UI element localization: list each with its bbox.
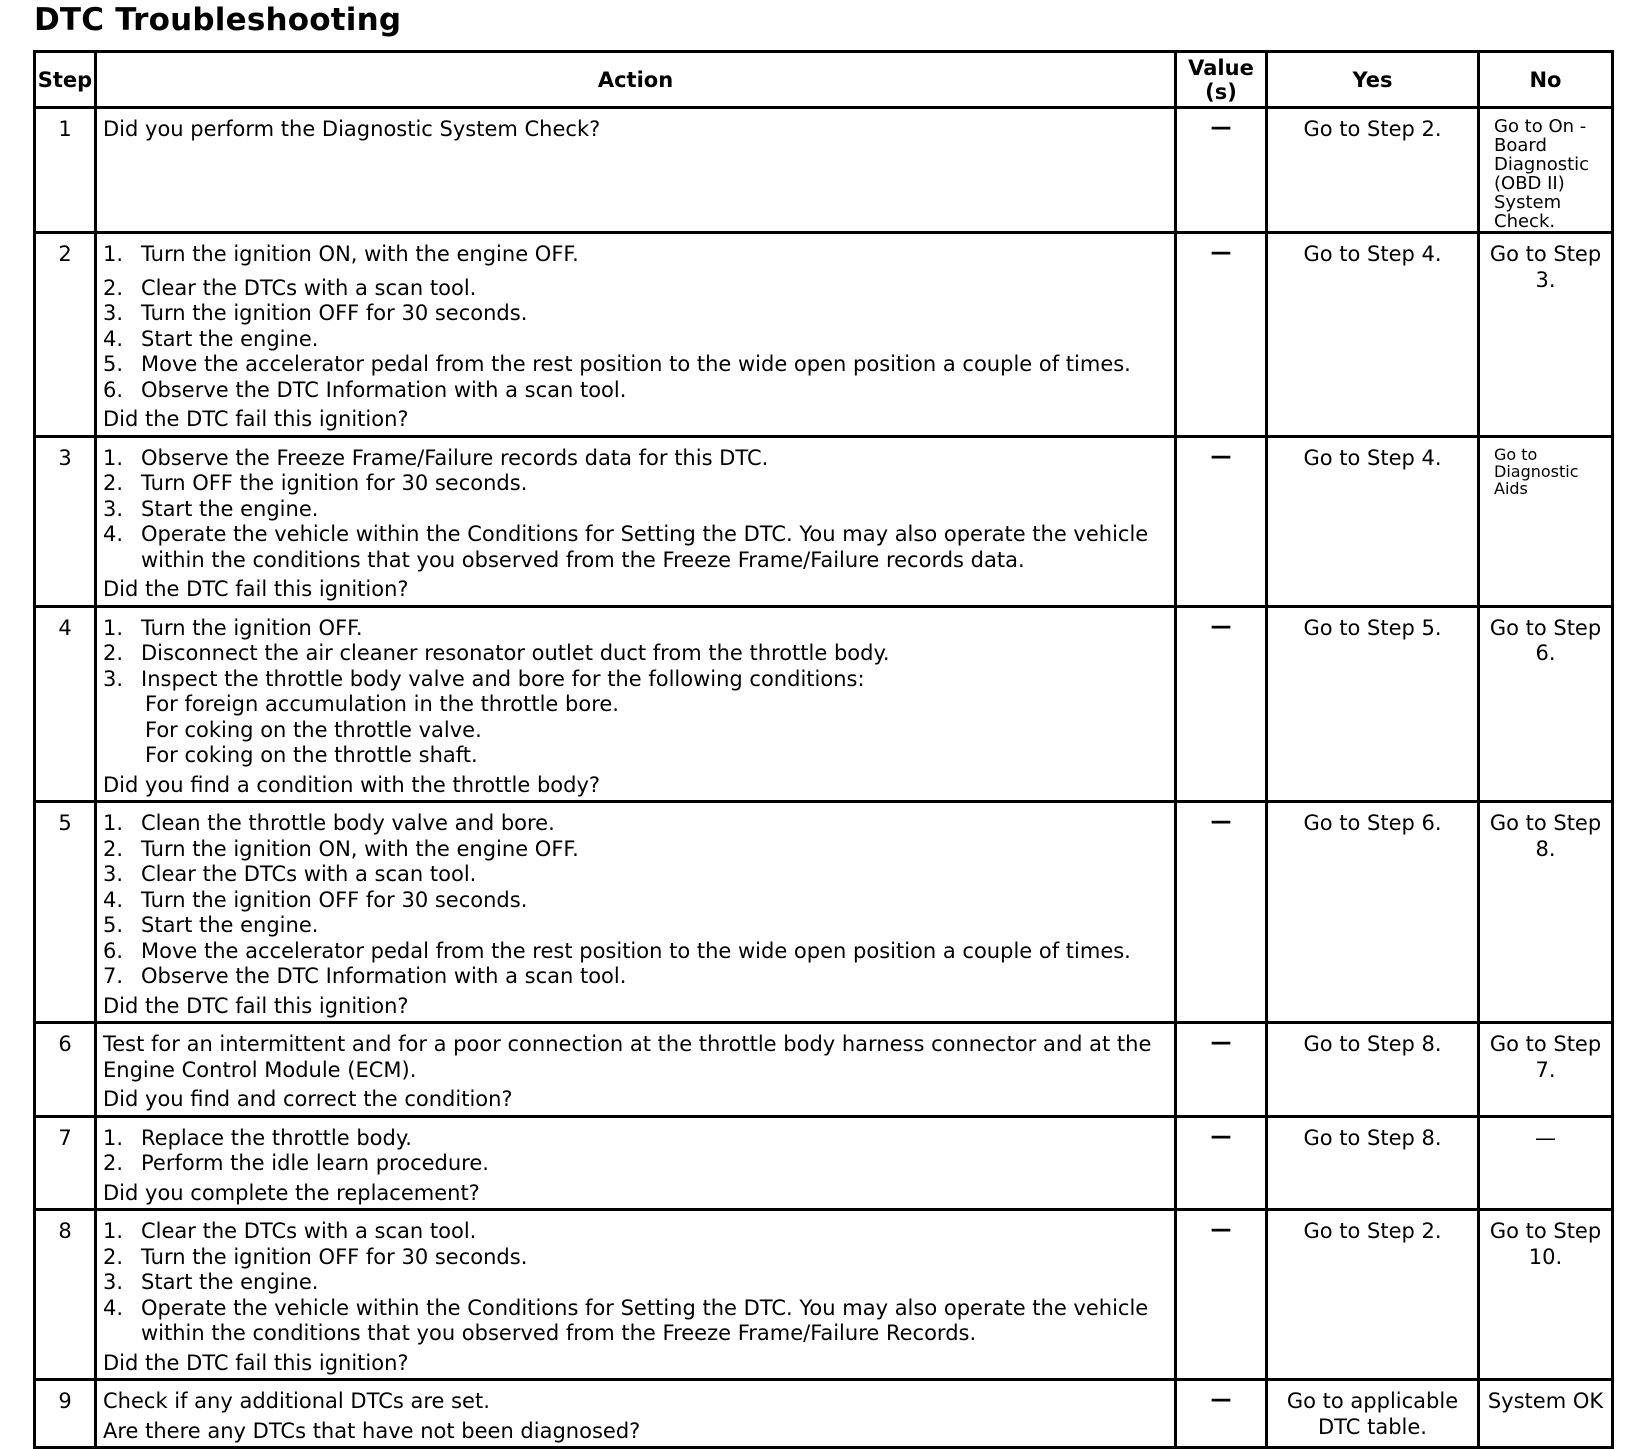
header-value: [1176, 52, 1267, 108]
action-step-text: Turn the ignition OFF for 30 seconds.: [141, 301, 528, 325]
action-cell: [96, 802, 1176, 1023]
no-cell-text: System OK: [1487, 1389, 1604, 1413]
action-step-number: 1.: [103, 1125, 124, 1150]
dtc-troubleshooting-table: [33, 50, 1614, 1449]
action-step-number: 2.: [103, 1151, 124, 1175]
header-step: Step: [35, 52, 96, 108]
action-step-text: Observe the DTC Information with a scan tool.: [141, 377, 627, 402]
action-step-text: Turn OFF the ignition for 30 seconds.: [141, 471, 528, 495]
table-row: [35, 802, 1613, 1023]
step-number: 4: [35, 606, 96, 802]
action-step: [103, 616, 1168, 642]
action-question: Did you complete the replacement?: [103, 1180, 480, 1205]
action-step: [103, 888, 1168, 914]
action-step: [103, 1151, 1168, 1177]
action-step-number: 3.: [103, 301, 124, 325]
no-cell: [1479, 108, 1613, 233]
action-step-text: Start the engine.: [141, 1270, 319, 1294]
action-intro: Did you perform the Diagnostic System Check?: [103, 117, 601, 141]
value-cell: —: [1176, 606, 1267, 802]
step-number: 6: [35, 1023, 96, 1117]
action-step-number: 2.: [103, 641, 124, 665]
action-step-number: 7.: [103, 964, 124, 988]
no-cell: [1479, 233, 1613, 437]
action-step-number: 6.: [103, 377, 124, 402]
action-step: [103, 641, 1168, 667]
action-question: Did the DTC fail this ignition?: [103, 993, 409, 1018]
action-step-number: 3.: [103, 1270, 124, 1294]
no-cell-text: Go to Step 3.: [1489, 242, 1602, 292]
action-step: [103, 939, 1168, 965]
header-yes: Yes: [1267, 52, 1479, 108]
action-step: [103, 352, 1168, 378]
action-steps-list: [103, 1126, 1168, 1177]
action-step-text: Clean the throttle body valve and bore.: [141, 811, 555, 835]
action-question: Did the DTC fail this ignition?: [103, 1350, 409, 1375]
step-number: 3: [35, 436, 96, 606]
action-step-text: Start the engine.: [141, 496, 319, 521]
header-no: No: [1479, 52, 1613, 108]
action-step-number: 4.: [103, 887, 124, 912]
action-step: [103, 276, 1168, 302]
action-cell: [96, 1210, 1176, 1380]
no-cell: [1479, 1023, 1613, 1117]
action-step: [103, 913, 1168, 939]
action-step-number: 5.: [103, 352, 124, 376]
action-step-text: Operate the vehicle within the Conditions for Setting the DTC. You may also operate the vehicle within the conditions that you observed from the Freeze Frame/Failure records data.: [141, 522, 1149, 572]
action-step-text: Replace the throttle body.: [141, 1125, 412, 1150]
step-number: 7: [35, 1116, 96, 1210]
no-cell-text: Go to Step 6.: [1489, 615, 1602, 665]
action-sub-item: For foreign accumulation in the throttle bore.: [145, 692, 619, 716]
action-step: [103, 522, 1168, 573]
no-cell: [1479, 1116, 1613, 1210]
table-row: [35, 1023, 1613, 1117]
action-step-number: 2.: [103, 1244, 124, 1269]
action-step: [103, 471, 1168, 497]
yes-cell: Go to applicable DTC table.: [1267, 1380, 1479, 1448]
action-sub-item: For coking on the throttle shaft.: [145, 743, 478, 767]
action-steps-list: [103, 811, 1168, 990]
step-number: 8: [35, 1210, 96, 1380]
action-step: [103, 497, 1168, 523]
action-step-number: 2.: [103, 275, 124, 300]
action-step-text: Disconnect the air cleaner resonator outlet duct from the throttle body.: [141, 641, 890, 665]
action-step-text: Start the engine.: [141, 326, 319, 351]
action-sub-item: For coking on the throttle valve.: [145, 717, 482, 742]
action-question: Did the DTC fail this ignition?: [103, 407, 409, 431]
action-step-text: Move the accelerator pedal from the rest position to the wide open position a couple of times.: [141, 352, 1131, 376]
action-question: Did you find a condition with the throttle body?: [103, 772, 601, 797]
action-step-text: Turn the ignition OFF.: [141, 615, 363, 640]
action-cell: [96, 436, 1176, 606]
action-steps-list: [103, 446, 1168, 574]
action-step-number: 1.: [103, 445, 124, 470]
no-cell: [1479, 1210, 1613, 1380]
action-step: [103, 301, 1168, 327]
no-cell-text: Go to Step 7.: [1489, 1032, 1602, 1082]
action-step-number: 3.: [103, 496, 124, 521]
action-step-text: Observe the Freeze Frame/Failure records data for this DTC.: [141, 445, 769, 470]
action-cell: [96, 1023, 1176, 1117]
action-step-text: Clear the DTCs with a scan tool.: [141, 862, 477, 886]
table-row: [35, 233, 1613, 437]
table-row: [35, 1380, 1613, 1448]
action-question: Did the DTC fail this ignition?: [103, 577, 409, 601]
step-number: 1: [35, 108, 96, 233]
page-title: DTC Troubleshooting: [34, 2, 402, 38]
no-cell-text: Go to Diagnostic Aids: [1494, 444, 1579, 498]
action-step: [103, 811, 1168, 837]
action-step-text: Clear the DTCs with a scan tool.: [141, 1219, 477, 1243]
yes-cell: Go to Step 2.: [1267, 1210, 1479, 1380]
no-cell-text: Go to On -Board Diagnostic (OBD II) System Check.: [1494, 116, 1590, 232]
yes-cell: Go to Step 5.: [1267, 606, 1479, 802]
action-step: [103, 837, 1168, 863]
value-cell: —: [1176, 1116, 1267, 1210]
action-step-number: 5.: [103, 913, 124, 937]
no-cell-text: Go to Step 8.: [1489, 811, 1602, 861]
action-step-text: Operate the vehicle within the Conditions for Setting the DTC. You may also operate the vehicle within the conditions that you observed from the Freeze Frame/Failure Records.: [141, 1295, 1149, 1345]
step-number: 9: [35, 1380, 96, 1448]
action-cell: [96, 1116, 1176, 1210]
action-step: [103, 1296, 1168, 1347]
action-step-text: Clear the DTCs with a scan tool.: [141, 275, 477, 300]
action-steps-list: [103, 1219, 1168, 1347]
yes-cell: Go to Step 8.: [1267, 1023, 1479, 1117]
no-cell-text: —: [1535, 1125, 1556, 1150]
action-step-number: 1.: [103, 1219, 124, 1243]
action-step-number: 3.: [103, 862, 124, 886]
action-step: [103, 1126, 1168, 1152]
value-cell: —: [1176, 108, 1267, 233]
action-step: [103, 1219, 1168, 1245]
action-step: [103, 1245, 1168, 1271]
action-step: [103, 242, 1168, 268]
yes-cell: Go to Step 8.: [1267, 1116, 1479, 1210]
action-step-text: Start the engine.: [141, 913, 319, 937]
no-cell-text: Go to Step 10.: [1489, 1219, 1602, 1269]
action-step: [103, 327, 1168, 353]
action-step-text: Turn the ignition OFF for 30 seconds.: [141, 887, 528, 912]
table-row: [35, 108, 1613, 233]
table-row: [35, 1210, 1613, 1380]
yes-cell: Go to Step 2.: [1267, 108, 1479, 233]
action-step-number: 1.: [103, 242, 124, 266]
yes-cell: Go to Step 6.: [1267, 802, 1479, 1023]
action-step-number: 1.: [103, 615, 124, 640]
value-cell: —: [1176, 802, 1267, 1023]
action-step: [103, 667, 1168, 769]
step-number: 2: [35, 233, 96, 437]
action-cell: [96, 108, 1176, 233]
table-header-row: [35, 52, 1613, 108]
action-step-text: Turn the ignition ON, with the engine OFF.: [141, 836, 579, 861]
action-step-number: 6.: [103, 938, 124, 963]
yes-cell: Go to Step 4.: [1267, 233, 1479, 437]
value-cell: —: [1176, 436, 1267, 606]
action-step: [103, 1270, 1168, 1296]
action-question: Did you find and correct the condition?: [103, 1087, 513, 1111]
header-value-label: Value (s): [1188, 55, 1254, 104]
action-cell: [96, 233, 1176, 437]
action-step-text: Inspect the throttle body valve and bore for the following conditions:: [141, 666, 865, 691]
action-question: Are there any DTCs that have not been diagnosed?: [103, 1418, 641, 1443]
action-step-text: Move the accelerator pedal from the rest position to the wide open position a couple of times.: [141, 938, 1131, 963]
no-cell: [1479, 436, 1613, 606]
table-row: [35, 1116, 1613, 1210]
value-cell: —: [1176, 1210, 1267, 1380]
header-action: Action: [96, 52, 1176, 108]
action-step-text: Perform the idle learn procedure.: [141, 1151, 489, 1175]
action-cell: [96, 606, 1176, 802]
action-steps-list: [103, 616, 1168, 769]
action-step-number: 2.: [103, 836, 124, 861]
table-row: [35, 436, 1613, 606]
action-step: [103, 964, 1168, 990]
action-step-number: 4.: [103, 1295, 124, 1320]
action-step-number: 3.: [103, 666, 124, 691]
action-step-number: 4.: [103, 522, 124, 546]
action-step: [103, 862, 1168, 888]
no-cell: [1479, 802, 1613, 1023]
action-step-text: Observe the DTC Information with a scan tool.: [141, 964, 627, 988]
action-step-text: Turn the ignition OFF for 30 seconds.: [141, 1244, 528, 1269]
table-row: [35, 606, 1613, 802]
step-number: 5: [35, 802, 96, 1023]
action-step-number: 2.: [103, 471, 124, 495]
value-cell: —: [1176, 1023, 1267, 1117]
action-intro: Test for an intermittent and for a poor connection at the throttle body harness connector and at the Engine Control Module (ECM).: [103, 1032, 1152, 1082]
action-cell: [96, 1380, 1176, 1448]
action-step-number: 4.: [103, 326, 124, 351]
action-intro: Check if any additional DTCs are set.: [103, 1389, 490, 1413]
action-step-number: 1.: [103, 811, 124, 835]
action-steps-list: [103, 242, 1168, 403]
no-cell: [1479, 606, 1613, 802]
value-cell: —: [1176, 233, 1267, 437]
action-step: [103, 446, 1168, 472]
action-step: [103, 378, 1168, 404]
value-cell: —: [1176, 1380, 1267, 1448]
action-step-text: Turn the ignition ON, with the engine OFF.: [141, 242, 579, 266]
yes-cell: Go to Step 4.: [1267, 436, 1479, 606]
no-cell: [1479, 1380, 1613, 1448]
